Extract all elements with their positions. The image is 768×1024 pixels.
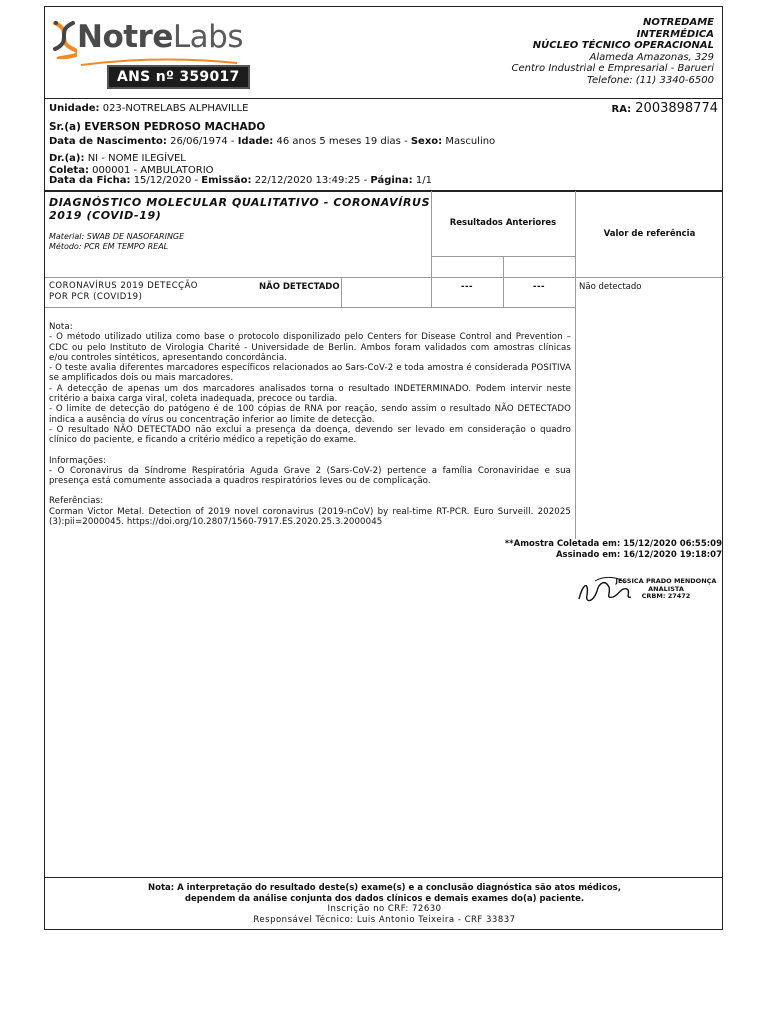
patient-name: EVERSON PEDROSO MACHADO [84, 121, 266, 133]
ref-title: Referências: [49, 496, 104, 507]
pagina-value: 1/1 [415, 175, 432, 186]
signer-name: JESSICA PRADO MENDONÇA [615, 577, 717, 585]
exam-material: Material: SWAB DE NASOFARINGE [49, 232, 185, 241]
ra-row [612, 101, 718, 116]
company-line2: INTERMÉDICA [636, 28, 714, 40]
ra-value: 2003898774 [635, 101, 718, 116]
birth-label: Data de Nascimento: [49, 136, 167, 147]
emissao-value: 22/12/2020 13:49:25 [254, 175, 361, 186]
sex-label: Sexo: [410, 136, 443, 147]
signed-at: Assinado em: 16/12/2020 19:18:07 [555, 550, 722, 560]
company-info [512, 17, 714, 86]
birth-row: Data de Nascimento: 26/06/1974 - Idade: 46 anos 5 meses 19 dias - Sexo: Masculino [49, 136, 496, 147]
exam-title: DIAGNÓSTICO MOLECULAR QUALITATIVO - CORONAVÍRUS 2019 (COVID-19) [49, 196, 431, 222]
footer-crf: Inscrição no CRF: 72630 [327, 904, 442, 914]
unidade-label: Unidade: [49, 103, 100, 114]
report-page [44, 6, 723, 930]
company-city: Centro Industrial e Empresarial - Barueri [511, 63, 714, 74]
ref-item-1: Corman Victor Metal. Detection of 2019 novel coronavirus (2019-nCoV) by real-time RT-PCR. Euro Surveill. 202025 (3):pii=2000045. https://doi.org/10.2807/1560-7917.ES.2020.25.3.2000045 [49, 506, 571, 528]
signer-role: ANALISTA [648, 584, 684, 593]
signer-crbm: CRBM: 27472 [641, 592, 691, 600]
col-reference-value: Valor de referência [603, 229, 696, 239]
ans-badge: ANS nº 359017 [107, 65, 250, 89]
nota-item-3: - A detecção de apenas um dos marcadores analisados torna o resultado INDETERMINADO. Podem intervir neste critério a baixa carga viral, coleta inadequada, precoce ou tardia. [49, 383, 571, 405]
reference-value: Não detectado [579, 282, 642, 292]
previous-result-2: --- [532, 282, 546, 292]
age-value: 46 anos 5 meses 19 dias [276, 136, 401, 147]
ficha-row: Data da Ficha: 15/12/2020 - Emissão: 22/12/2020 13:49:25 - Página: 1/1 [49, 175, 432, 186]
result-value: NÃO DETECTADO [259, 282, 340, 292]
footer [45, 883, 724, 925]
age-label: Idade: [237, 136, 274, 147]
info-item-1: - O Coronavirus da Síndrome Respiratória Aguda Grave 2 (Sars-CoV-2) pertence a família Coronaviridae e sua presença está comumente associada a quadros respiratórios leves ou de complicação. [49, 465, 571, 487]
logo [51, 17, 241, 65]
pagina-label: Página: [370, 175, 413, 186]
notes-block [49, 322, 571, 527]
sample-collected-at: **Amostra Coletada em: 15/12/2020 06:55:09 [504, 539, 722, 549]
col-previous-results: Resultados Anteriores [449, 218, 557, 228]
patient-name-row [49, 121, 265, 133]
footer-note-1: Nota: A interpretação do resultado deste(s) exame(s) e a conclusão diagnóstica são atos médicos, [148, 883, 621, 893]
footer-technical-responsible: Responsável Técnico: Luis Antonio Teixeira - CRF 33837 [253, 914, 516, 925]
logo-brand-part2: Labs [172, 19, 243, 55]
nota-item-1: - O método utilizado utiliza como base o protocolo disponilizado pelo Centers for Disease Control and Prevention – CDC ou pelo Instituto de Virologia Charité - Universidade de Berlin. Ambos foram validados com amostras clínicas e/ou controles sintéticos, apresentando concordância. [49, 332, 571, 363]
signature-meta [505, 539, 722, 561]
doctor-label: Dr.(a): [49, 153, 85, 164]
exam-method: Método: PCR EM TEMPO REAL [49, 242, 169, 251]
dna-helix-icon [51, 21, 77, 59]
ficha-label: Data da Ficha: [49, 175, 131, 186]
ficha-value: 15/12/2020 [133, 175, 192, 186]
coleta-value: 000001 - AMBULATORIO [92, 165, 214, 176]
result-exam-name: CORONAVÍRUS 2019 DETECÇÃO POR PCR (COVID19) [49, 281, 198, 302]
company-address: Alameda Amazonas, 329 [589, 51, 714, 63]
nota-item-4: - O limite de detecção do patógeno é de 100 cópias de RNA por reação, sendo assim o resultado NÃO DETECTADO indica a ausência do vírus ou concentração inferior ao limite de detecção. [49, 404, 571, 425]
unidade-row [49, 103, 248, 115]
info-title: Informações: [49, 455, 107, 466]
doctor-value: NI - NOME ILEGÍVEL [87, 153, 186, 164]
signer-info [615, 578, 717, 601]
nota-item-2: - O teste avalia diferentes marcadores específicos relacionados ao Sars-CoV-2 e toda amostra é considerada POSITIVA se amplificados dois ou mais marcadores. [49, 363, 571, 384]
patient-name-label: Sr.(a) [49, 121, 81, 133]
nota-item-5: - O resultado NÃO DETECTADO não exclui a presença da doença, devendo ser levado em consideração o quadro clínico do paciente, e ficando a critério médico a repetição do exame. [49, 424, 571, 446]
company-line3: NÚCLEO TÉCNICO OPERACIONAL [532, 40, 714, 51]
company-line1: NOTREDAME [642, 17, 714, 28]
ra-label: RA: [611, 104, 632, 115]
sex-value: Masculino [445, 136, 496, 147]
emissao-label: Emissão: [201, 175, 252, 186]
previous-result-1: --- [460, 282, 474, 292]
doctor-row [49, 153, 186, 165]
footer-note-2: dependem da análise conjunta dos dados clínicos e demais exames do(a) paciente. [184, 893, 585, 904]
logo-brand-part1: Notre [77, 19, 173, 55]
company-phone: Telefone: (11) 3340-6500 [587, 74, 714, 86]
nota-title: Nota: [49, 322, 73, 332]
unidade-value: 023-NOTRELABS ALPHAVILLE [102, 103, 249, 114]
coleta-label: Coleta: [49, 165, 89, 176]
birth-value: 26/06/1974 [170, 136, 228, 147]
